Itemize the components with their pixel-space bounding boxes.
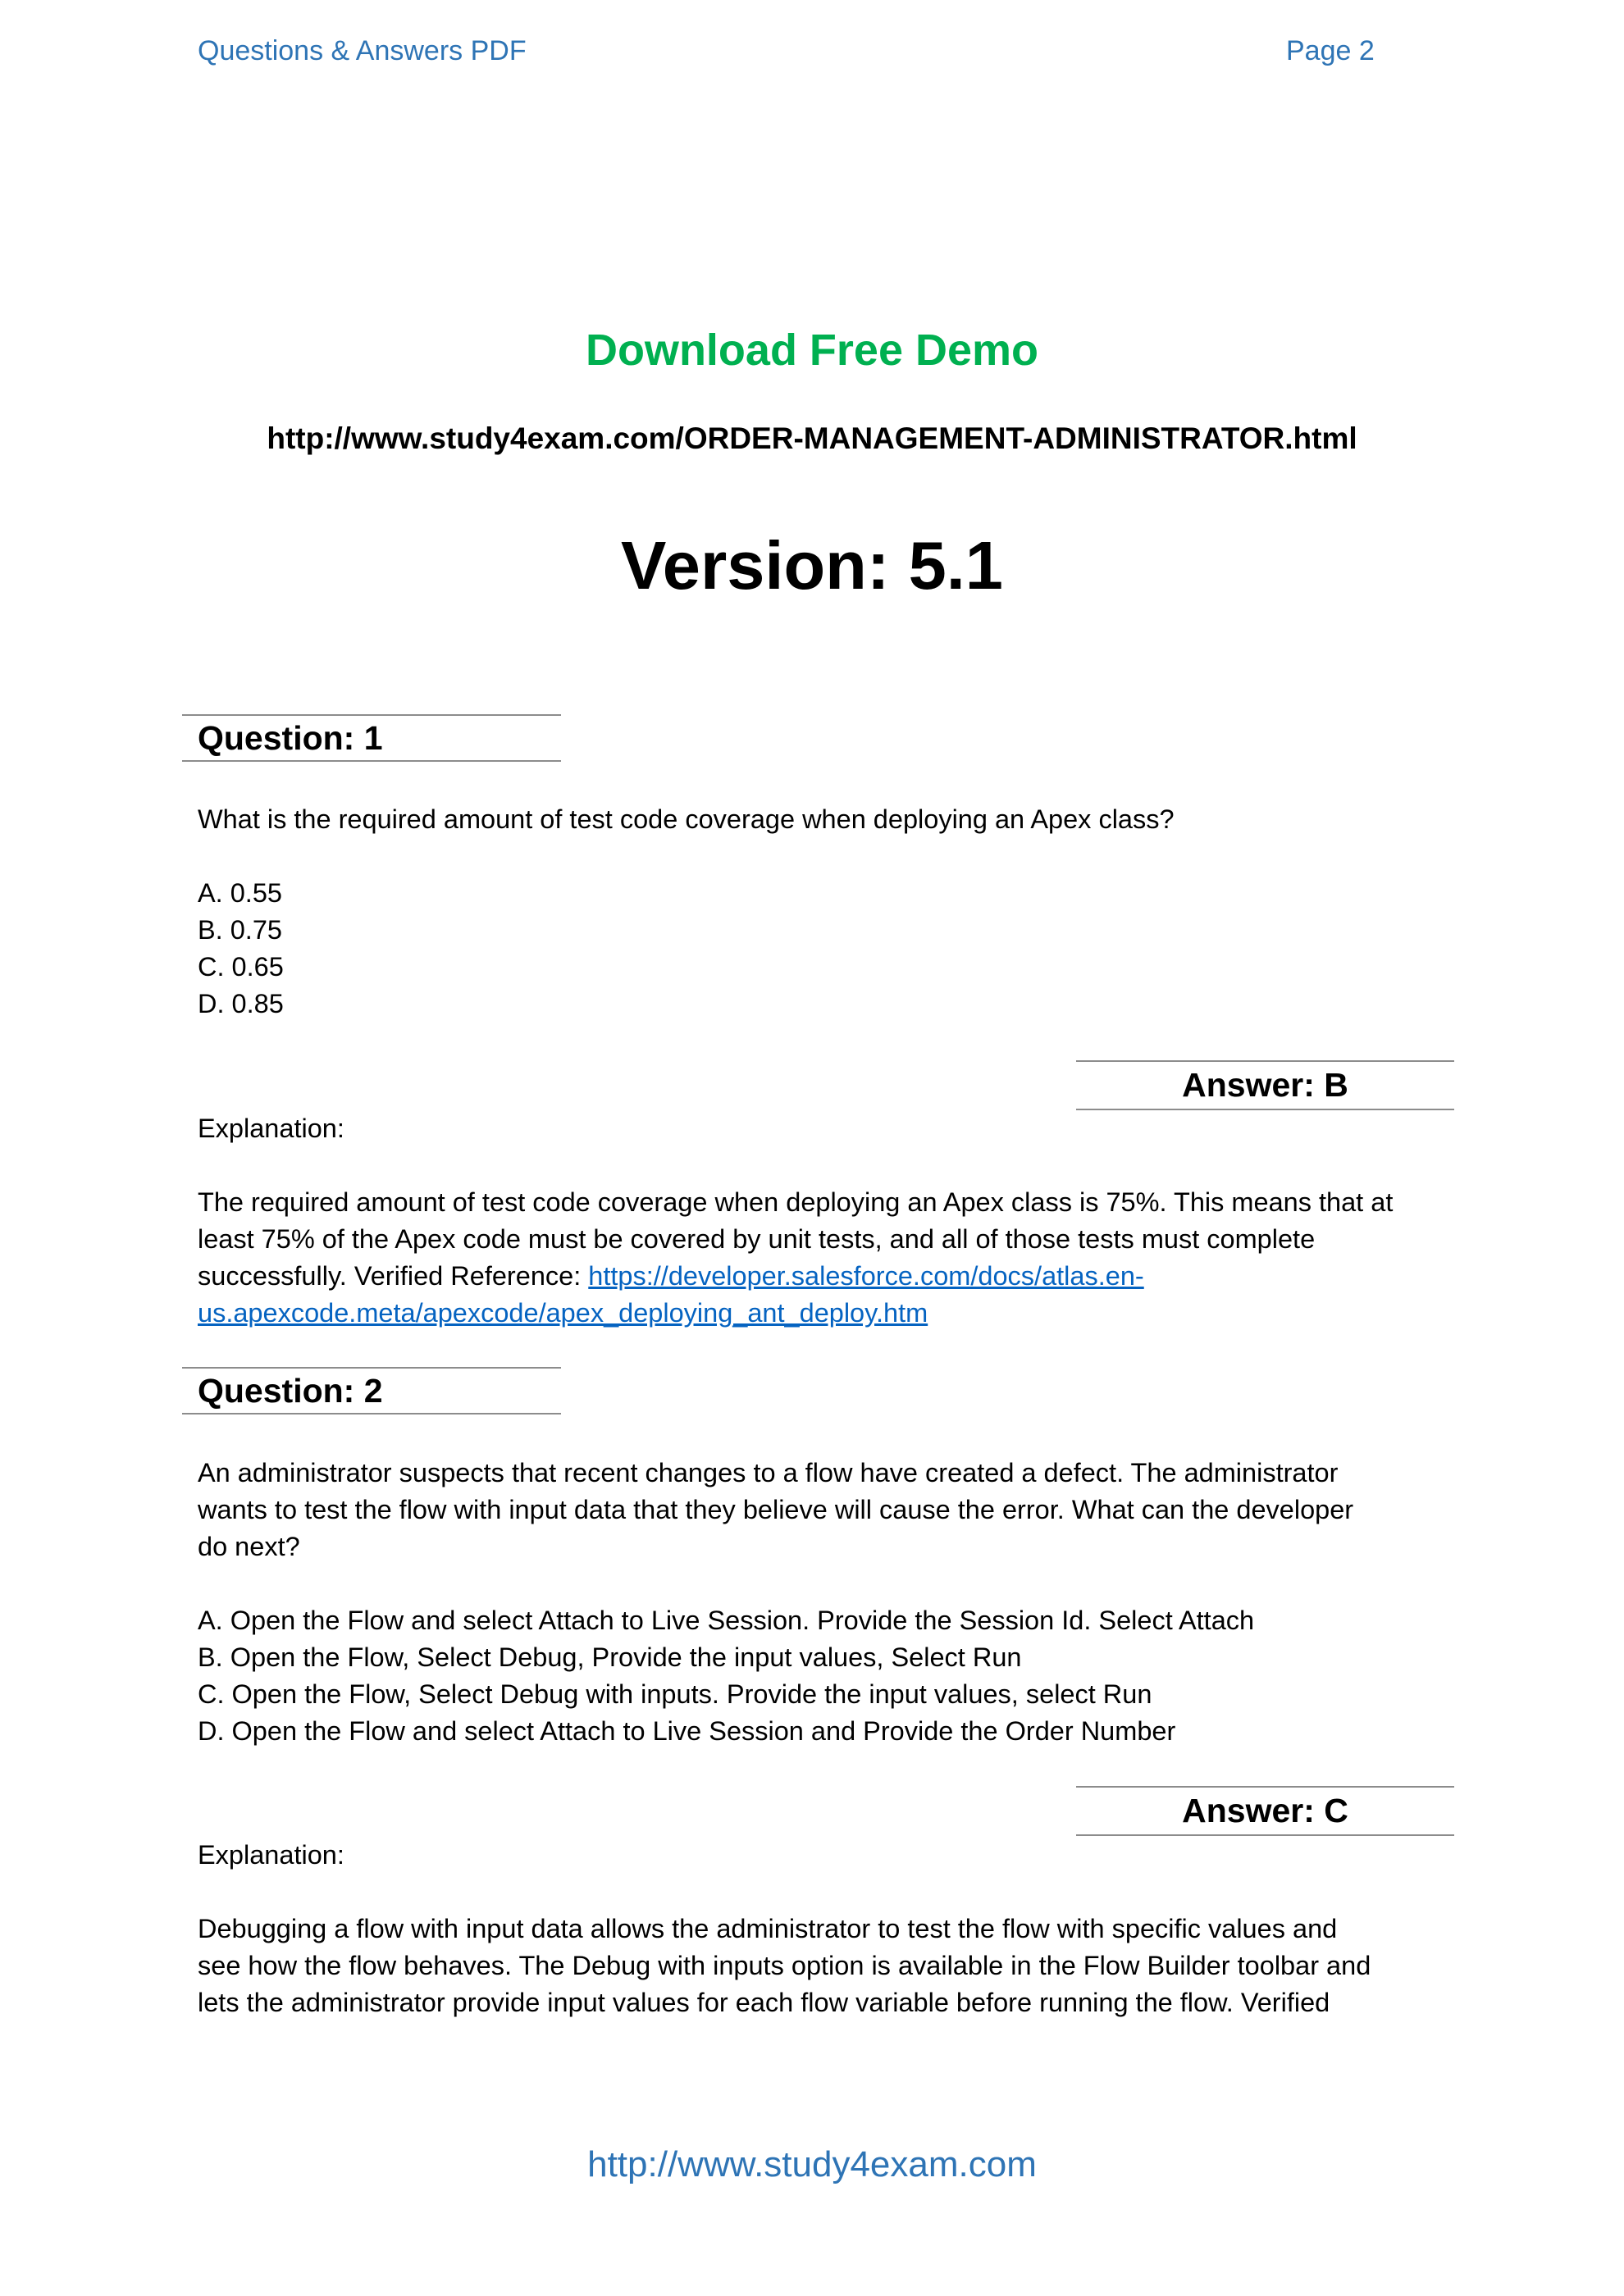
explanation-line-text: successfully. Verified Reference:	[198, 1261, 589, 1291]
question-1-options	[198, 875, 284, 1023]
question-2-explanation	[198, 1911, 1461, 2021]
option-b: B. Open the Flow, Select Debug, Provide the input values, Select Run	[198, 1642, 1022, 1672]
explanation-line: Debugging a flow with input data allows the administrator to test the flow with specific values and	[198, 1914, 1338, 1943]
question-2-text-line: wants to test the flow with input data that they believe will cause the error. What can the developer	[198, 1495, 1354, 1524]
page-number: Page 2	[1286, 35, 1375, 66]
option-d: D. Open the Flow and select Attach to Live Session and Provide the Order Number	[198, 1716, 1176, 1746]
question-1-explanation	[198, 1184, 1461, 1332]
question-2-options	[198, 1602, 1254, 1750]
demo-url: http://www.study4exam.com/ORDER-MANAGEMENT-ADMINISTRATOR.html	[267, 421, 1357, 455]
reference-link[interactable]: https://developer.salesforce.com/docs/atlas.en-	[588, 1261, 1144, 1291]
explanation-line: see how the flow behaves. The Debug with inputs option is available in the Flow Builder toolbar and	[198, 1951, 1371, 1980]
option-d: D. 0.85	[198, 989, 284, 1018]
header-title: Questions & Answers PDF	[198, 35, 527, 66]
version-label: Version: 5.1	[621, 527, 1003, 604]
question-1-text-line: What is the required amount of test code coverage when deploying an Apex class?	[198, 804, 1175, 834]
option-a: A. Open the Flow and select Attach to Live Session. Provide the Session Id. Select Attach	[198, 1606, 1255, 1635]
question-1-answer: Answer: B	[1076, 1060, 1454, 1110]
question-2-explanation-label: Explanation:	[198, 1840, 344, 1870]
option-c: C. Open the Flow, Select Debug with inputs. Provide the input values, select Run	[198, 1679, 1152, 1709]
reference-link-continued[interactable]: us.apexcode.meta/apexcode/apex_deploying_ant_deploy.htm	[198, 1298, 928, 1328]
question-1-heading: Question: 1	[182, 714, 561, 762]
option-a: A. 0.55	[198, 878, 282, 908]
explanation-line: lets the administrator provide input values for each flow variable before running the flow. Verified	[198, 1988, 1330, 2017]
explanation-line	[198, 1295, 1461, 1332]
question-2-text	[198, 1455, 1461, 1565]
question-2-text-line: do next?	[198, 1532, 300, 1561]
question-2-heading: Question: 2	[182, 1367, 561, 1414]
question-2-answer: Answer: C	[1076, 1786, 1454, 1836]
explanation-line: The required amount of test code coverage when deploying an Apex class is 75%. This means that at	[198, 1187, 1394, 1217]
question-1-text	[198, 801, 1461, 838]
explanation-line	[198, 1258, 1461, 1295]
question-2-text-line: An administrator suspects that recent changes to a flow have created a defect. The administrator	[198, 1458, 1339, 1487]
question-1-explanation-label: Explanation:	[198, 1114, 344, 1143]
footer-url[interactable]: http://www.study4exam.com	[587, 2144, 1037, 2184]
explanation-line: least 75% of the Apex code must be covered by unit tests, and all of those tests must complete	[198, 1224, 1316, 1254]
option-b: B. 0.75	[198, 915, 282, 945]
download-demo-title: Download Free Demo	[585, 326, 1039, 375]
option-c: C. 0.65	[198, 952, 284, 982]
